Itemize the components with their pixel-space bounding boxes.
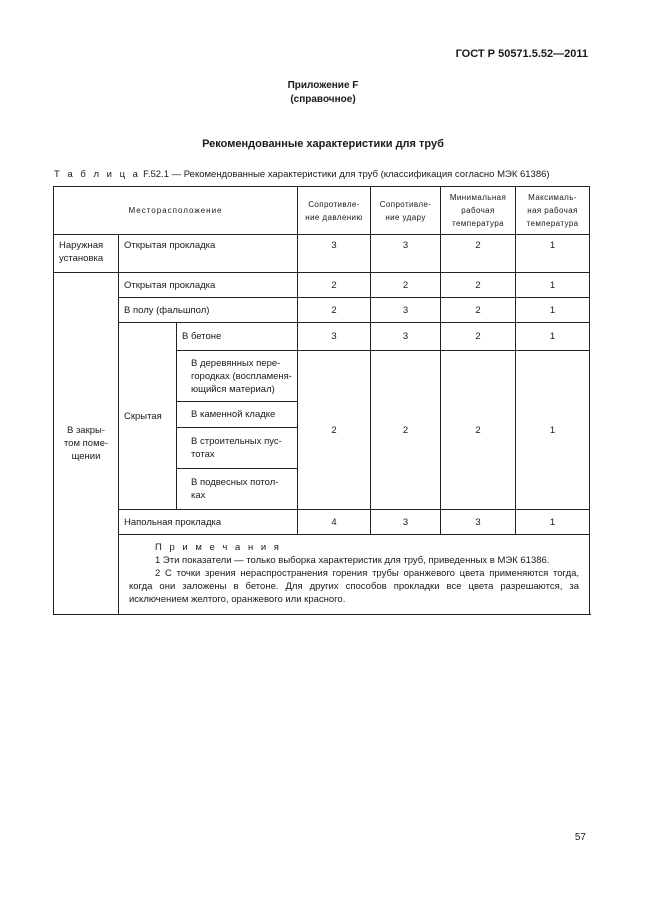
note-item: 1 Эти показатели — только выборка характеристик для труб, приведенных в МЭК 61386.: [155, 555, 550, 566]
row-label: В бетоне: [177, 323, 298, 351]
cell-value: 3: [371, 510, 441, 535]
header-pressure: Сопротивле-ние давлению: [298, 187, 371, 235]
header-location: Месторасположение: [54, 187, 298, 235]
table-caption: [54, 169, 550, 180]
group-indoor: В закры-том поме-щении: [54, 273, 119, 615]
hidden-group-label: Скрытая: [119, 323, 177, 510]
appendix-subtitle: (справочное): [290, 94, 356, 105]
row-label: В деревянных пере-городках (воспламеня-ющийся материал): [177, 351, 298, 402]
header-impact: Сопротивле-ние удару: [371, 187, 441, 235]
cell-value: 1: [516, 273, 590, 298]
table-row: [54, 298, 590, 323]
cell-value: 3: [371, 298, 441, 323]
cell-value: 3: [371, 235, 441, 273]
cell-value: 1: [516, 510, 590, 535]
cell-value: 3: [371, 323, 441, 351]
row-label: В строительных пус-тотах: [177, 428, 298, 469]
cell-value: 1: [516, 323, 590, 351]
table-row: [54, 235, 590, 273]
table-caption-prefix: Т а б л и ц а: [54, 169, 141, 180]
cell-value: 2: [441, 273, 516, 298]
group-outdoor: Наружная установка: [54, 235, 119, 273]
document-code: ГОСТ Р 50571.5.52—2011: [455, 48, 588, 60]
cell-value: 2: [298, 298, 371, 323]
page-number: 57: [574, 832, 586, 843]
cell-value: 2: [298, 351, 371, 510]
notes-cell: [119, 535, 590, 615]
cell-value: 2: [441, 351, 516, 510]
cell-value: 1: [516, 298, 590, 323]
row-label: Открытая прокладка: [119, 273, 298, 298]
cell-value: 3: [441, 510, 516, 535]
table-header-row: [54, 187, 590, 235]
cell-value: 2: [371, 273, 441, 298]
cell-value: 2: [298, 273, 371, 298]
cell-value: 2: [441, 323, 516, 351]
cell-value: 2: [441, 235, 516, 273]
cell-value: 1: [516, 351, 590, 510]
note-item: 2 С точки зрения нераспространения горения трубы оранжевого цвета применяются тогда, когда они заложены в бетоне. Для других способов прокладки все цвета разрешаются, за исключением желтого, оранжевого или красного.: [129, 568, 580, 605]
cell-value: 4: [298, 510, 371, 535]
table-caption-text: F.52.1 — Рекомендованные характеристики для труб (классификация согласно МЭК 61386): [140, 169, 550, 180]
cell-value: 2: [441, 298, 516, 323]
notes-title: П р и м е ч а н и я: [155, 542, 282, 553]
table-row: [54, 510, 590, 535]
header-max-temp: Максималь-ная рабочая температура: [516, 187, 590, 235]
appendix-title: Приложение F: [287, 80, 359, 91]
row-label: В полу (фальшпол): [119, 298, 298, 323]
header-min-temp: Минимальная рабочая температура: [441, 187, 516, 235]
cell-value: 3: [298, 235, 371, 273]
cell-value: 1: [516, 235, 590, 273]
row-label: Открытая прокладка: [119, 235, 298, 273]
row-label: Напольная прокладка: [119, 510, 298, 535]
cell-value: 3: [298, 323, 371, 351]
appendix-heading: [0, 79, 646, 107]
table-row: [54, 273, 590, 298]
table-row: [54, 323, 590, 351]
cell-value: 2: [371, 351, 441, 510]
row-label: В подвесных потол-ках: [177, 469, 298, 510]
section-title: Рекомендованные характеристики для труб: [202, 138, 444, 150]
row-label: В каменной кладке: [177, 402, 298, 428]
notes-row: [54, 535, 590, 615]
characteristics-table: [53, 186, 590, 615]
